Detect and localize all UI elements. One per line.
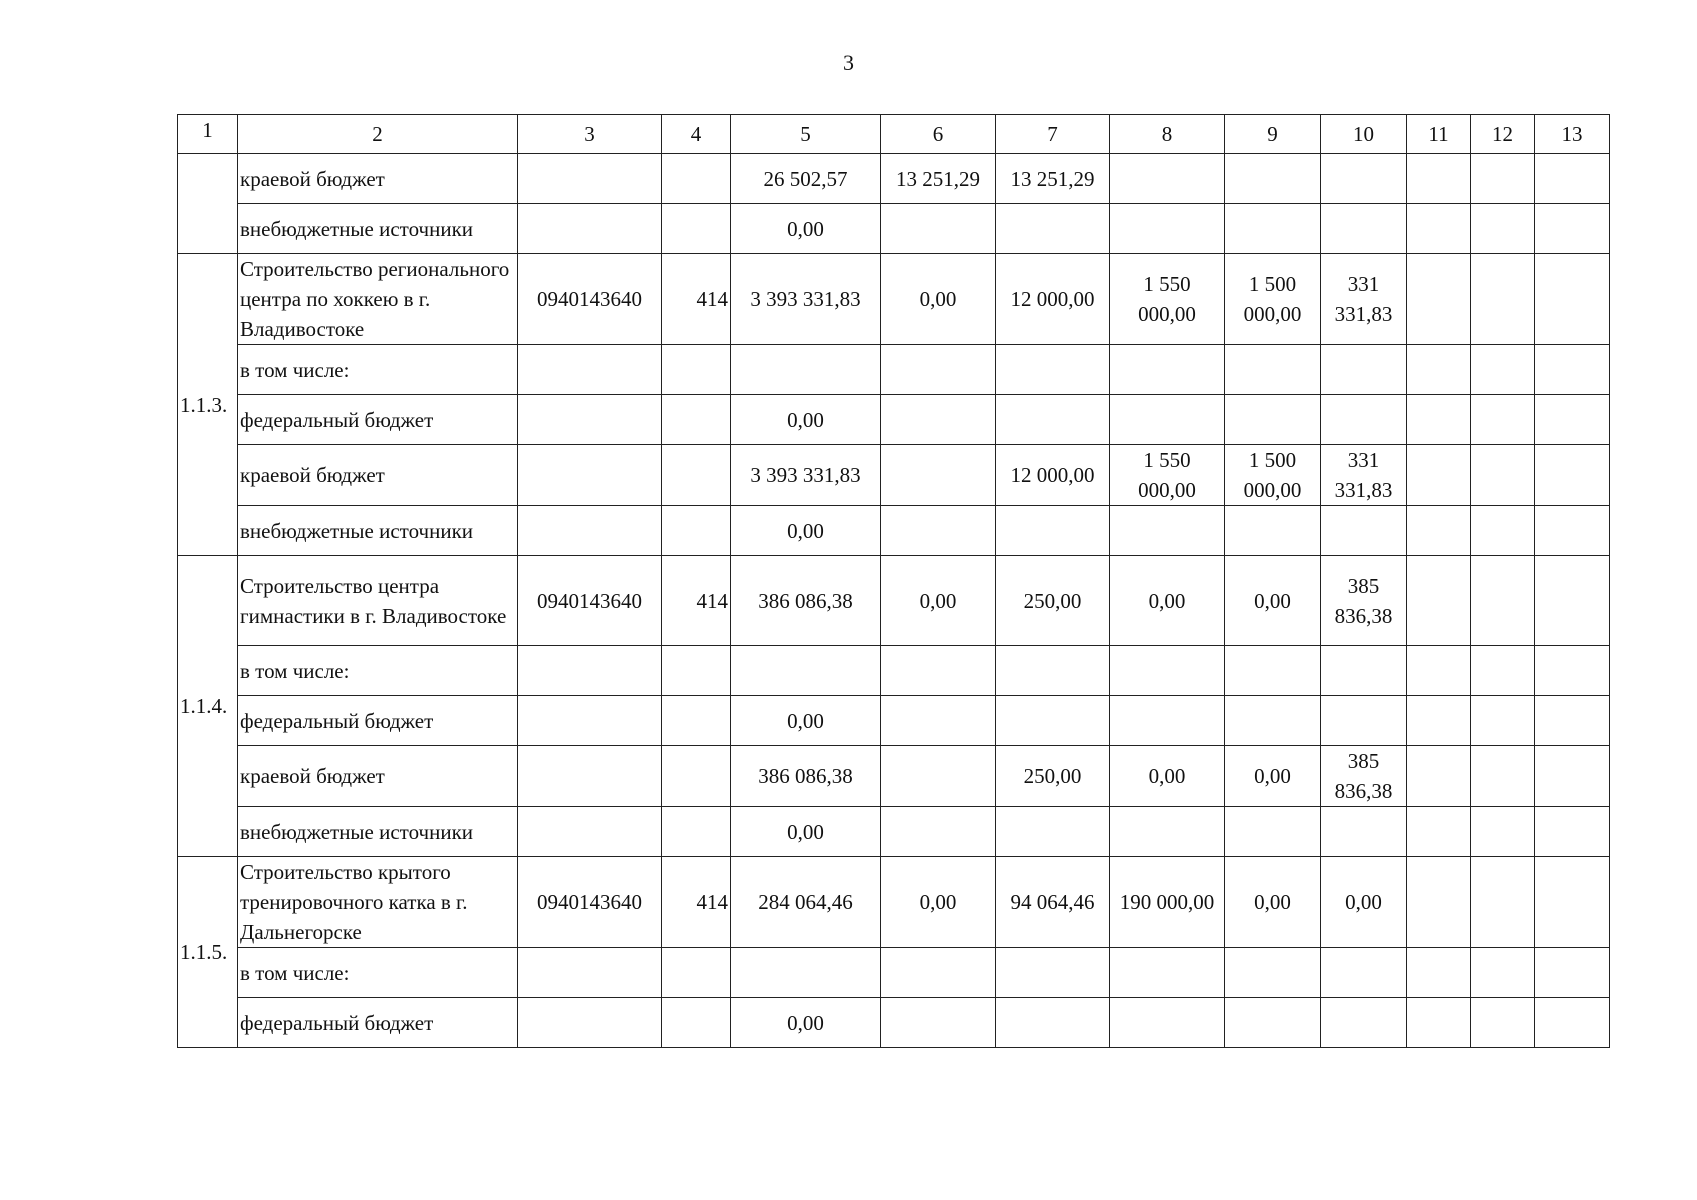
- value-cell: [1110, 998, 1225, 1048]
- value-cell: [881, 345, 996, 395]
- value-cell: [1535, 395, 1610, 445]
- value-cell: [731, 646, 881, 696]
- value-cell: [1535, 556, 1610, 646]
- value-cell: 1 500 000,00: [1225, 445, 1321, 506]
- value-cell: [996, 948, 1110, 998]
- value-cell: [881, 998, 996, 1048]
- row-name-cell: в том числе:: [238, 948, 518, 998]
- value-cell: [1471, 646, 1535, 696]
- value-cell: [1407, 204, 1471, 254]
- value-cell: 250,00: [996, 746, 1110, 807]
- value-cell: 13 251,29: [881, 154, 996, 204]
- value-cell: [1407, 254, 1471, 345]
- value-cell: [1321, 696, 1407, 746]
- value-cell: [1321, 506, 1407, 556]
- value-cell: [1535, 998, 1610, 1048]
- value-cell: [1321, 807, 1407, 857]
- row-name-cell: краевой бюджет: [238, 746, 518, 807]
- code-cell: [518, 204, 662, 254]
- code-cell: [518, 445, 662, 506]
- value-cell: [996, 204, 1110, 254]
- value-cell: [1535, 154, 1610, 204]
- value-cell: [1471, 445, 1535, 506]
- column-header: 6: [881, 115, 996, 154]
- value-cell: [1471, 506, 1535, 556]
- k-cell: [662, 445, 731, 506]
- value-cell: [881, 807, 996, 857]
- code-cell: [518, 948, 662, 998]
- code-cell: [518, 506, 662, 556]
- value-cell: [1535, 857, 1610, 948]
- value-cell: [1535, 506, 1610, 556]
- value-cell: [1225, 998, 1321, 1048]
- value-cell: [1535, 696, 1610, 746]
- value-cell: 1 550 000,00: [1110, 254, 1225, 345]
- value-cell: 0,00: [731, 395, 881, 445]
- value-cell: [881, 395, 996, 445]
- value-cell: [731, 345, 881, 395]
- row-name-cell: федеральный бюджет: [238, 395, 518, 445]
- value-cell: [1407, 445, 1471, 506]
- row-name-cell: Строительство крытого тренировочного катка в г. Дальнегорске: [238, 857, 518, 948]
- k-cell: [662, 395, 731, 445]
- value-cell: 1 550 000,00: [1110, 445, 1225, 506]
- value-cell: 331 331,83: [1321, 254, 1407, 345]
- column-header: 4: [662, 115, 731, 154]
- k-cell: [662, 746, 731, 807]
- value-cell: 0,00: [1110, 556, 1225, 646]
- value-cell: [996, 998, 1110, 1048]
- value-cell: [1407, 857, 1471, 948]
- value-cell: 1 500 000,00: [1225, 254, 1321, 345]
- value-cell: [1225, 948, 1321, 998]
- value-cell: [1225, 204, 1321, 254]
- value-cell: [1321, 204, 1407, 254]
- value-cell: 190 000,00: [1110, 857, 1225, 948]
- value-cell: [1407, 506, 1471, 556]
- value-cell: 3 393 331,83: [731, 445, 881, 506]
- value-cell: [1407, 696, 1471, 746]
- k-cell: 414: [662, 857, 731, 948]
- k-cell: [662, 696, 731, 746]
- value-cell: [881, 696, 996, 746]
- k-cell: [662, 646, 731, 696]
- value-cell: [1407, 154, 1471, 204]
- value-cell: 12 000,00: [996, 445, 1110, 506]
- value-cell: [1535, 345, 1610, 395]
- value-cell: 0,00: [1110, 746, 1225, 807]
- value-cell: 0,00: [881, 556, 996, 646]
- table-row: [178, 445, 1610, 506]
- value-cell: [1110, 345, 1225, 395]
- value-cell: [1535, 948, 1610, 998]
- page-number: 3: [843, 50, 854, 75]
- table-row: [178, 395, 1610, 445]
- value-cell: [1321, 154, 1407, 204]
- value-cell: 12 000,00: [996, 254, 1110, 345]
- code-cell: [518, 807, 662, 857]
- code-cell: [518, 696, 662, 746]
- code-cell: [518, 345, 662, 395]
- row-name-cell: Строительство центра гимнастики в г. Владивостоке: [238, 556, 518, 646]
- table-row: [178, 506, 1610, 556]
- value-cell: [1321, 345, 1407, 395]
- value-cell: [881, 506, 996, 556]
- table-row: [178, 254, 1610, 345]
- value-cell: [1535, 807, 1610, 857]
- value-cell: 0,00: [731, 807, 881, 857]
- value-cell: 13 251,29: [996, 154, 1110, 204]
- code-cell: [518, 998, 662, 1048]
- value-cell: [1471, 254, 1535, 345]
- code-cell: [518, 154, 662, 204]
- budget-table: [177, 114, 1610, 1048]
- value-cell: [1110, 696, 1225, 746]
- row-name-cell: федеральный бюджет: [238, 998, 518, 1048]
- value-cell: 3 393 331,83: [731, 254, 881, 345]
- table-row: [178, 345, 1610, 395]
- value-cell: [1110, 154, 1225, 204]
- column-header: 2: [238, 115, 518, 154]
- value-cell: [881, 746, 996, 807]
- value-cell: [1321, 948, 1407, 998]
- value-cell: 26 502,57: [731, 154, 881, 204]
- value-cell: [1471, 948, 1535, 998]
- k-cell: [662, 506, 731, 556]
- value-cell: [1407, 345, 1471, 395]
- row-name-cell: краевой бюджет: [238, 154, 518, 204]
- row-number-cell: 1.1.5.: [178, 857, 238, 1048]
- value-cell: [1471, 345, 1535, 395]
- value-cell: 0,00: [881, 254, 996, 345]
- value-cell: [1321, 998, 1407, 1048]
- k-cell: [662, 345, 731, 395]
- value-cell: [1225, 154, 1321, 204]
- value-cell: 284 064,46: [731, 857, 881, 948]
- row-name-cell: Строительство регионального центра по хоккею в г. Владивостоке: [238, 254, 518, 345]
- value-cell: [1471, 395, 1535, 445]
- value-cell: [881, 646, 996, 696]
- value-cell: [1407, 556, 1471, 646]
- value-cell: 0,00: [731, 204, 881, 254]
- table-row: [178, 807, 1610, 857]
- k-cell: [662, 807, 731, 857]
- value-cell: [1321, 646, 1407, 696]
- table-row: [178, 948, 1610, 998]
- value-cell: [1407, 646, 1471, 696]
- value-cell: 0,00: [881, 857, 996, 948]
- row-number-cell: 1.1.4.: [178, 556, 238, 857]
- value-cell: [996, 345, 1110, 395]
- value-cell: [881, 204, 996, 254]
- column-header: 13: [1535, 115, 1610, 154]
- k-cell: [662, 948, 731, 998]
- value-cell: [1407, 948, 1471, 998]
- value-cell: 385 836,38: [1321, 746, 1407, 807]
- value-cell: [996, 807, 1110, 857]
- value-cell: [996, 646, 1110, 696]
- value-cell: 0,00: [1225, 746, 1321, 807]
- value-cell: [1535, 445, 1610, 506]
- value-cell: 0,00: [1321, 857, 1407, 948]
- value-cell: [1471, 998, 1535, 1048]
- column-header: 12: [1471, 115, 1535, 154]
- k-cell: [662, 154, 731, 204]
- row-name-cell: внебюджетные источники: [238, 807, 518, 857]
- value-cell: [881, 948, 996, 998]
- k-cell: 414: [662, 556, 731, 646]
- k-cell: [662, 204, 731, 254]
- value-cell: 0,00: [1225, 857, 1321, 948]
- value-cell: [1225, 696, 1321, 746]
- value-cell: [1110, 948, 1225, 998]
- value-cell: [1110, 646, 1225, 696]
- value-cell: [1110, 506, 1225, 556]
- code-cell: [518, 395, 662, 445]
- row-name-cell: федеральный бюджет: [238, 696, 518, 746]
- row-number-cell: [178, 154, 238, 254]
- column-header: 7: [996, 115, 1110, 154]
- value-cell: 385 836,38: [1321, 556, 1407, 646]
- column-header: 11: [1407, 115, 1471, 154]
- value-cell: [1225, 506, 1321, 556]
- value-cell: [1471, 154, 1535, 204]
- value-cell: [1535, 204, 1610, 254]
- table-row: [178, 646, 1610, 696]
- row-name-cell: в том числе:: [238, 646, 518, 696]
- k-cell: [662, 998, 731, 1048]
- column-header: 9: [1225, 115, 1321, 154]
- row-name-cell: внебюджетные источники: [238, 506, 518, 556]
- value-cell: [1225, 345, 1321, 395]
- table-row: [178, 998, 1610, 1048]
- value-cell: [1471, 857, 1535, 948]
- value-cell: [1407, 998, 1471, 1048]
- value-cell: 250,00: [996, 556, 1110, 646]
- code-cell: 0940143640: [518, 556, 662, 646]
- value-cell: [1535, 646, 1610, 696]
- value-cell: [1471, 204, 1535, 254]
- code-cell: [518, 646, 662, 696]
- value-cell: [1321, 395, 1407, 445]
- value-cell: [1471, 556, 1535, 646]
- column-header: 8: [1110, 115, 1225, 154]
- value-cell: [1535, 254, 1610, 345]
- table-row: [178, 154, 1610, 204]
- value-cell: [1471, 807, 1535, 857]
- table-row: [178, 857, 1610, 948]
- value-cell: [1110, 807, 1225, 857]
- row-number-cell: 1.1.3.: [178, 254, 238, 556]
- value-cell: [1407, 395, 1471, 445]
- value-cell: [1471, 746, 1535, 807]
- value-cell: 386 086,38: [731, 746, 881, 807]
- table-header-row: [178, 115, 1610, 154]
- value-cell: [996, 506, 1110, 556]
- table-row: [178, 696, 1610, 746]
- value-cell: [1407, 746, 1471, 807]
- value-cell: [1535, 746, 1610, 807]
- value-cell: [881, 445, 996, 506]
- value-cell: [1225, 395, 1321, 445]
- column-header: 5: [731, 115, 881, 154]
- column-header: 1: [178, 115, 238, 154]
- table-row: [178, 746, 1610, 807]
- column-header: 3: [518, 115, 662, 154]
- value-cell: 386 086,38: [731, 556, 881, 646]
- code-cell: [518, 746, 662, 807]
- value-cell: [731, 948, 881, 998]
- value-cell: [996, 395, 1110, 445]
- row-name-cell: в том числе:: [238, 345, 518, 395]
- value-cell: 0,00: [731, 998, 881, 1048]
- value-cell: 94 064,46: [996, 857, 1110, 948]
- value-cell: [1225, 646, 1321, 696]
- value-cell: [996, 696, 1110, 746]
- table-row: [178, 204, 1610, 254]
- k-cell: 414: [662, 254, 731, 345]
- row-name-cell: краевой бюджет: [238, 445, 518, 506]
- value-cell: 0,00: [731, 696, 881, 746]
- value-cell: [1407, 807, 1471, 857]
- value-cell: [1471, 696, 1535, 746]
- code-cell: 0940143640: [518, 857, 662, 948]
- code-cell: 0940143640: [518, 254, 662, 345]
- column-header: 10: [1321, 115, 1407, 154]
- value-cell: 0,00: [1225, 556, 1321, 646]
- value-cell: [1110, 395, 1225, 445]
- value-cell: [1110, 204, 1225, 254]
- table-row: [178, 556, 1610, 646]
- row-name-cell: внебюджетные источники: [238, 204, 518, 254]
- value-cell: [1225, 807, 1321, 857]
- value-cell: 331 331,83: [1321, 445, 1407, 506]
- value-cell: 0,00: [731, 506, 881, 556]
